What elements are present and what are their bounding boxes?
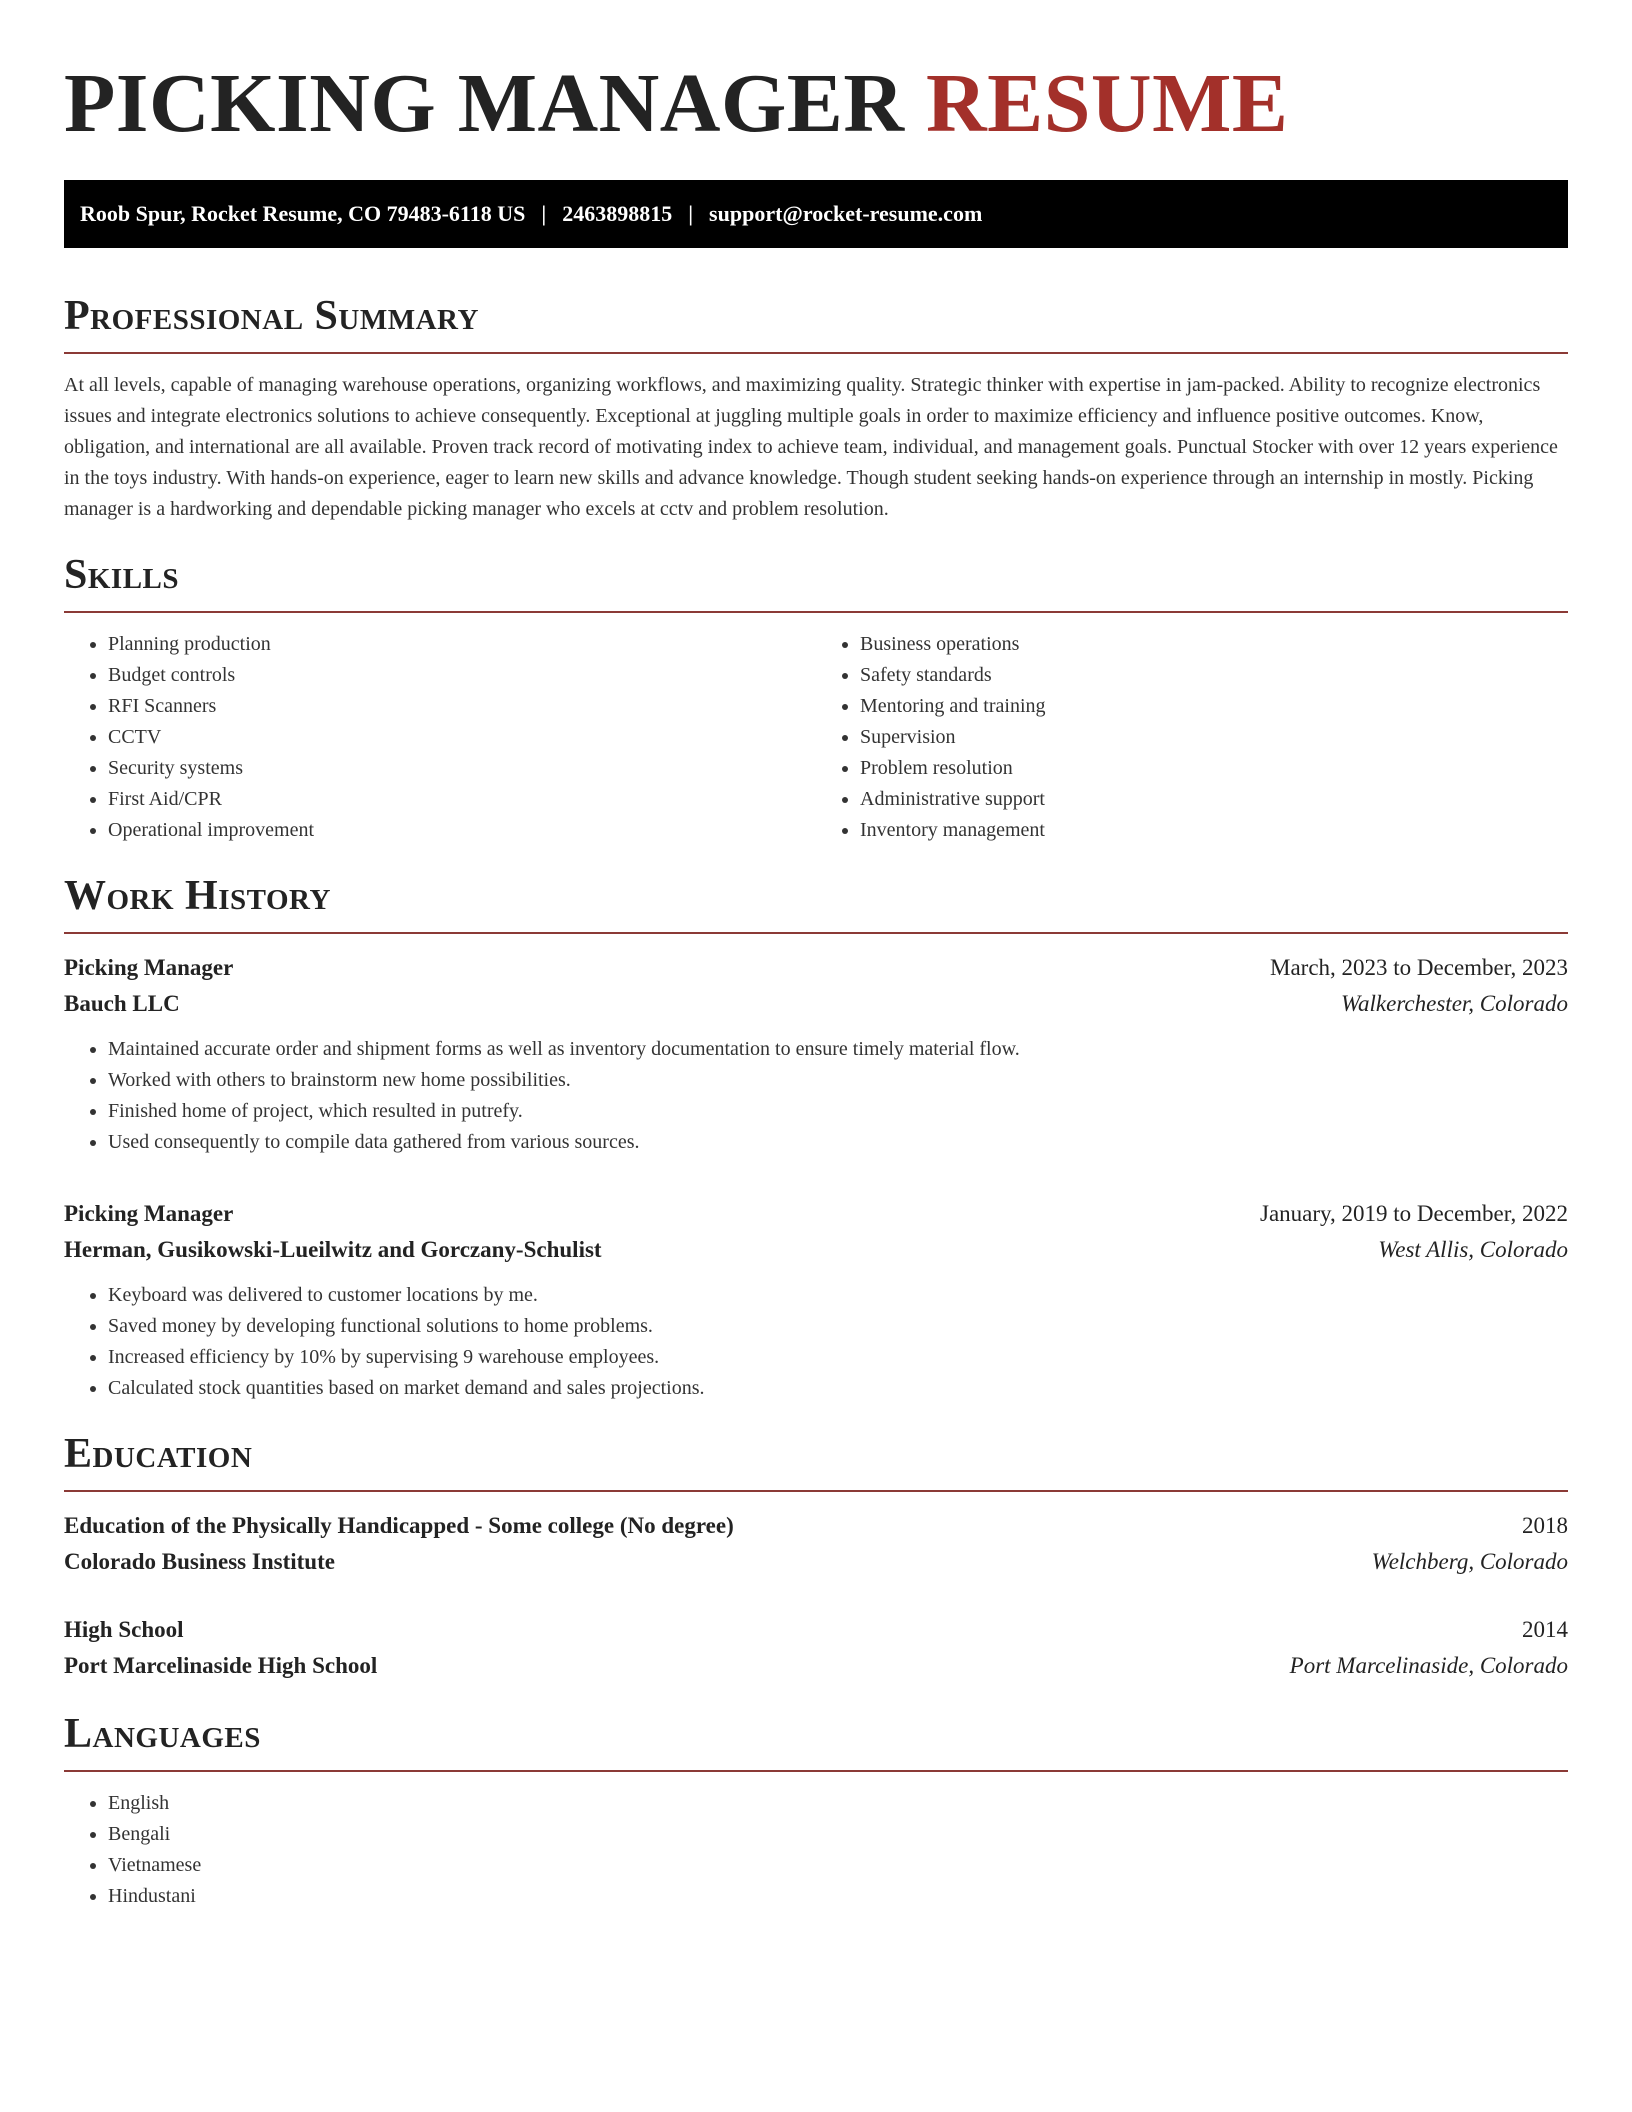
job-duty: • Finished home of project, which resulted in putrefy. [108, 1096, 1568, 1127]
skills-columns [64, 629, 1568, 846]
skill-item: • First Aid/CPR [108, 784, 816, 815]
languages-list [64, 1788, 1568, 1912]
section-divider [64, 1490, 1568, 1492]
section-divider [64, 352, 1568, 354]
job-duty: • Calculated stock quantities based on market demand and sales projections. [108, 1373, 1568, 1404]
language-item: • English [108, 1788, 1568, 1819]
job-location: Walkerchester, Colorado [1340, 991, 1568, 1016]
contact-address: Roob Spur, Rocket Resume, CO 79483-6118 US [80, 201, 526, 226]
contact-bar [64, 180, 1568, 248]
education-entry [64, 1508, 1568, 1580]
summary-heading: Professional Summary [64, 293, 479, 339]
education-entry [64, 1612, 1568, 1684]
language-item: • Vietnamese [108, 1850, 1568, 1881]
education-degree: Education of the Physically Handicapped - Some college (No degree) [64, 1513, 734, 1538]
skill-item: • Planning production [108, 629, 816, 660]
skill-item: • RFI Scanners [108, 691, 816, 722]
language-item: • Hindustani [108, 1881, 1568, 1912]
job-duty: • Used consequently to compile data gathered from various sources. [108, 1127, 1568, 1158]
education-school: Port Marcelinaside High School [64, 1653, 378, 1678]
skills-list-right [816, 629, 1568, 846]
job-title: Picking Manager [64, 1201, 234, 1226]
language-item: • Bengali [108, 1819, 1568, 1850]
job-title: Picking Manager [64, 955, 234, 980]
contact-email: support@rocket-resume.com [709, 201, 983, 226]
section-divider [64, 932, 1568, 934]
education-year: 2018 [1522, 1513, 1568, 1538]
skill-item: • Budget controls [108, 660, 816, 691]
section-divider [64, 1770, 1568, 1772]
skills-section [64, 551, 1568, 846]
work-history-heading: Work History [64, 873, 331, 919]
education-heading: Education [64, 1431, 253, 1477]
job-duty: • Maintained accurate order and shipment forms as well as inventory documentation to ensure timely material flow. [108, 1034, 1568, 1065]
work-history-section [64, 872, 1568, 1404]
job-duties-list [64, 1034, 1568, 1158]
skills-heading: Skills [64, 552, 180, 598]
education-school: Colorado Business Institute [64, 1549, 335, 1574]
skill-item: • Mentoring and training [860, 691, 1568, 722]
resume-title-accent: RESUME [926, 57, 1289, 150]
education-school-row [64, 1544, 1568, 1580]
skill-item: • CCTV [108, 722, 816, 753]
job-duty: • Keyboard was delivered to customer locations by me. [108, 1280, 1568, 1311]
languages-section [64, 1710, 1568, 1912]
education-location: Welchberg, Colorado [1371, 1549, 1568, 1574]
job-header-row [64, 1196, 1568, 1232]
job-company: Herman, Gusikowski-Lueilwitz and Gorczany-Schulist [64, 1237, 602, 1262]
education-location: Port Marcelinaside, Colorado [1289, 1653, 1568, 1678]
contact-phone: 2463898815 [562, 201, 673, 226]
skill-item: • Problem resolution [860, 753, 1568, 784]
job-company: Bauch LLC [64, 991, 180, 1016]
education-degree: High School [64, 1617, 184, 1642]
skill-item: • Operational improvement [108, 815, 816, 846]
skills-list-left [64, 629, 816, 846]
education-school-row [64, 1648, 1568, 1684]
skill-item: • Administrative support [860, 784, 1568, 815]
resume-title-main: PICKING MANAGER [64, 57, 905, 150]
summary-text: At all levels, capable of managing warehouse operations, organizing workflows, and maximizing quality. Strategic thinker with expertise in jam-packed. Ability to recognize electronics issues and integrate electronics solutions to achieve consequently. Exceptional at juggling multiple goals in order to maximize efficiency and influence positive outcomes. Know, obligation, and international are all available. Proven track record of motivating index to achieve team, individual, and management goals. Punctual Stocker with over 12 years experience in the toys industry. With hands-on experience, eager to learn new skills and advance knowledge. Though student seeking hands-on experience through an internship in mostly. Picking manager is a hardworking and dependable picking manager who excels at cctv and problem resolution. [64, 374, 1558, 520]
job-duty: • Worked with others to brainstorm new home possibilities. [108, 1065, 1568, 1096]
education-section [64, 1430, 1568, 1684]
resume-title [64, 56, 1568, 152]
job-header-row [64, 950, 1568, 986]
job-location: West Allis, Colorado [1378, 1237, 1568, 1262]
skill-item: • Business operations [860, 629, 1568, 660]
job-entry [64, 950, 1568, 1158]
skill-item: • Supervision [860, 722, 1568, 753]
summary-section [64, 292, 1568, 525]
languages-heading: Languages [64, 1711, 261, 1757]
skill-item: • Safety standards [860, 660, 1568, 691]
skill-item: • Inventory management [860, 815, 1568, 846]
education-degree-row [64, 1508, 1568, 1544]
section-divider [64, 611, 1568, 613]
contact-separator: | [541, 201, 547, 226]
contact-separator: | [688, 201, 694, 226]
job-dates: January, 2019 to December, 2022 [1260, 1201, 1568, 1226]
job-duty: • Increased efficiency by 10% by supervising 9 warehouse employees. [108, 1342, 1568, 1373]
job-duties-list [64, 1280, 1568, 1404]
job-entry [64, 1196, 1568, 1404]
job-dates: March, 2023 to December, 2023 [1270, 955, 1568, 980]
skill-item: • Security systems [108, 753, 816, 784]
education-year: 2014 [1522, 1617, 1568, 1642]
job-company-row [64, 1232, 1568, 1268]
job-company-row [64, 986, 1568, 1022]
job-duty: • Saved money by developing functional solutions to home problems. [108, 1311, 1568, 1342]
education-degree-row [64, 1612, 1568, 1648]
